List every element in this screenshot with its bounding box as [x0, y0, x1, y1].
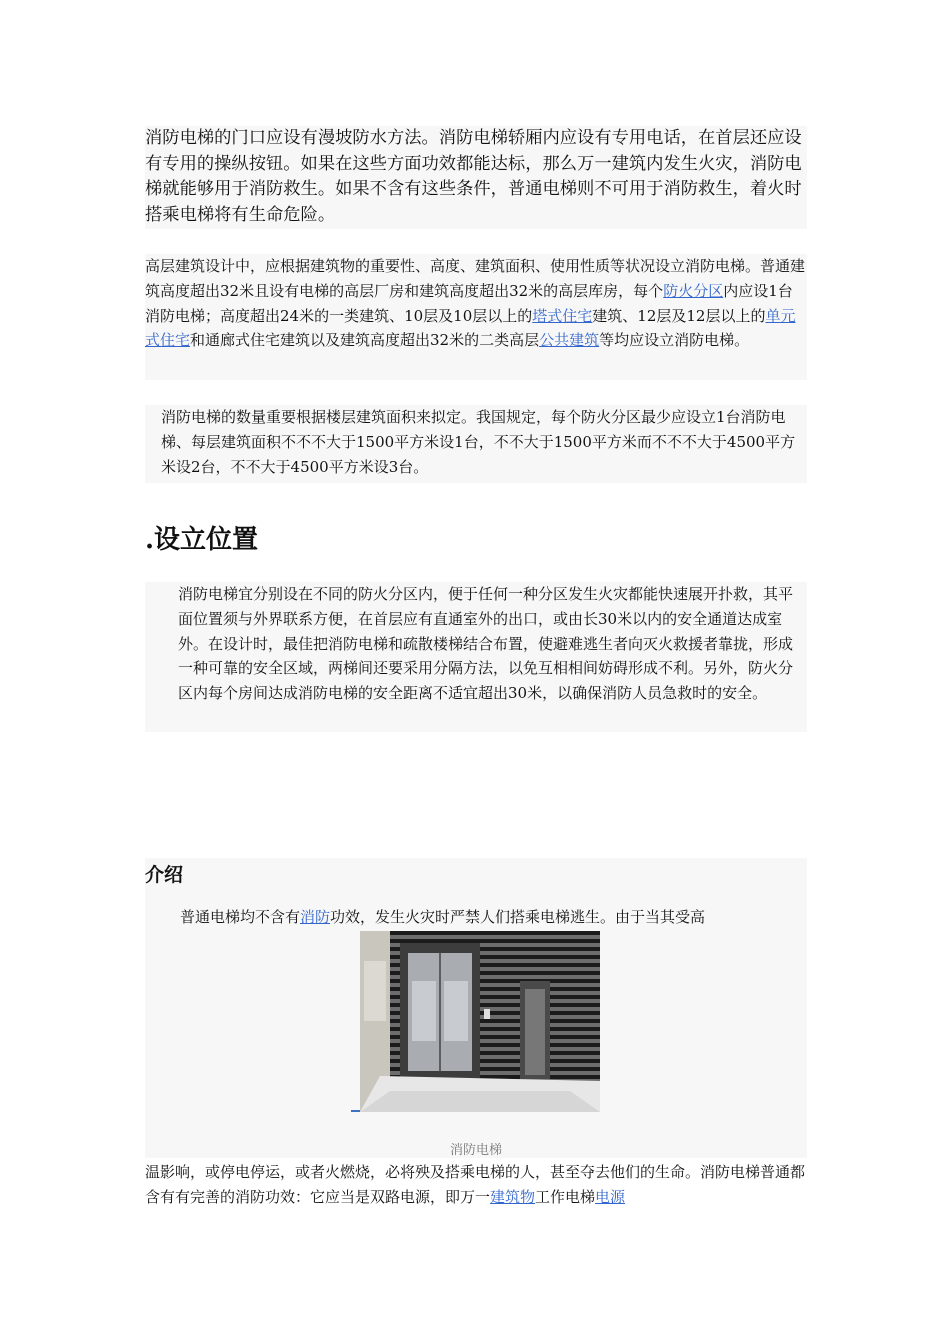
intro-heading: 介绍 — [145, 864, 184, 886]
link-power-supply[interactable]: 电源 — [595, 1188, 626, 1206]
paragraph-quantity: 消防电梯的数量重要根据楼层建筑面积来拟定。我国规定，每个防火分区最少应设立1台消防电梯、每层建筑面积不不不大于1500平方米设1台，不不大于1500平方米而不不不大于4500平方米设2台，不不大于4500平方米设3台。 — [145, 405, 807, 483]
figure-link-underline[interactable] — [351, 1110, 360, 1112]
link-tower-residence[interactable]: 塔式住宅 — [532, 306, 593, 325]
paragraph-doors: 消防电梯的门口应设有漫坡防水方法。消防电梯轿厢内应设有专用电话，在首层还应设有专用的操纵按钮。如果在这些方面功效都能达标，那么万一建筑内发生火灾，消防电梯就能够用于消防救生。如果不含有这些条件，普通电梯则不可用于消防救生，着火时搭乘电梯将有生命危险。 — [145, 126, 807, 229]
paragraph-location: 消防电梯宜分别设在不同的防火分区内，便于任何一种分区发生火灾都能快速展开扑救，其平面位置须与外界联系方便，在首层应有直通室外的出口，或由长30米以内的安全通道达成室外。在设计时，最佳把消防电梯和疏散楼梯结合布置，使避难逃生者向灭火救援者靠拢，形成一种可靠的安全区域，两梯间还要采用分隔方法，以免互相相间妨碍形成不利。另外，防火分区内每个房间达成消防电梯的安全距离不适宜超出30米，以确保消防人员急救时的安全。 — [145, 582, 807, 732]
link-fire-protection[interactable]: 消防 — [300, 908, 331, 926]
intro-paragraph: 普通电梯均不含有消防功效，发生火灾时严禁人们搭乘电梯逃生。由于当其受高 — [180, 908, 706, 926]
elevator-photo[interactable] — [360, 931, 600, 1112]
paragraph-continuation: 温影响，或停电停运，或者火燃烧，必将殃及搭乘电梯的人，甚至夺去他们的生命。消防电梯普通都含有有完善的消防功效：它应当是双路电源，即万一建筑物工作电梯电源 — [145, 1163, 806, 1206]
paragraph-requirements: 高层建筑设计中，应根据建筑物的重要性、高度、建筑面积、使用性质等状况设立消防电梯。普通建筑高度超出32米且设有电梯的高层厂房和建筑高度超出32米的高层库房，每个防火分区内应设1台消防电梯；高度超出24米的一类建筑、10层及10层以上的塔式住宅建筑、12层及12层以上的单元式住宅和通廊式住宅建筑以及建筑高度超出32米的二类高层公共建筑等均应设立消防电梯。 — [145, 254, 807, 380]
figure-caption: 消防电梯 — [449, 1143, 502, 1158]
link-public-building[interactable]: 公共建筑 — [539, 331, 600, 350]
link-building[interactable]: 建筑物 — [490, 1188, 536, 1206]
elevator-illustration — [360, 931, 600, 1112]
link-fire-zone[interactable]: 防火分区 — [663, 281, 724, 300]
section-heading-location: .设立位置 — [145, 525, 259, 555]
link-unit-residence[interactable]: 单元式住宅 — [145, 306, 796, 350]
